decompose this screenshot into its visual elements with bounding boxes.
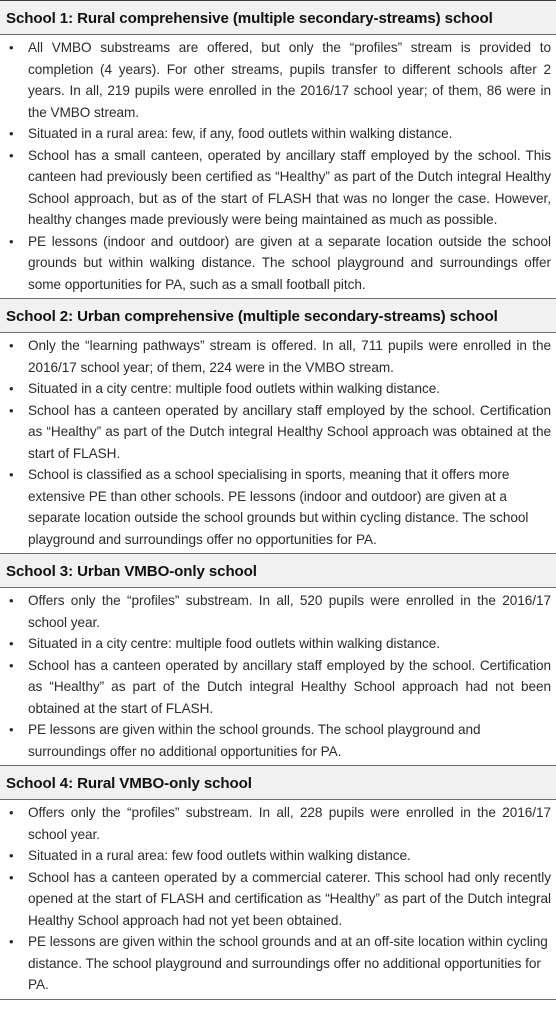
list-item xyxy=(0,802,556,845)
school-3-header-row xyxy=(0,554,556,588)
list-item xyxy=(0,867,556,932)
school-4-body-row xyxy=(0,800,556,1000)
list-item-text: School has a small canteen, operated by ancillary staff employed by the school. This canteen had previously been certified as “Healthy” as part of the Dutch integral Healthy School approach, but as of the start of FLASH that was no longer the case. However, healthy changes made previously were being maintained as much as possible. xyxy=(28,147,551,227)
list-item-text: Only the “learning pathways” stream is offered. In all, 711 pupils were enrolled in the 2016/17 school year; of them, 224 were in the VMBO stream. xyxy=(28,338,551,375)
list-item xyxy=(0,335,556,378)
list-item-text: School has a canteen operated by ancillary staff employed by the school. Certification as “Healthy” as part of the Dutch integral Healthy School approach had not been obtained at the start of FLASH. xyxy=(28,657,551,716)
list-item xyxy=(0,231,556,296)
list-item-text: All VMBO substreams are offered, but only the “profiles” stream is provided to completion (4 years). For other streams, pupils transfer to different schools after 2 years. In all, 219 pupils were enrolled in the 2016/17 school year; of them, 86 were in the VMBO stream. xyxy=(28,40,551,120)
list-item-text: PE lessons are given within the school grounds. The school playground and surroundings offer no additional opportunities for PA. xyxy=(28,722,481,759)
bullet-icon: • xyxy=(9,467,14,482)
bullet-icon: • xyxy=(9,722,14,737)
list-item-text: Situated in a rural area: few food outlets within walking distance. xyxy=(28,848,411,863)
list-item xyxy=(0,145,556,231)
bullet-icon: • xyxy=(9,233,14,249)
list-item xyxy=(0,123,556,145)
bullet-icon: • xyxy=(9,934,14,949)
bullet-icon: • xyxy=(9,636,14,651)
school-1-title: School 1: Rural comprehensive (multiple secondary-streams) school xyxy=(6,10,493,27)
bullet-icon: • xyxy=(9,869,14,885)
school-2-header-row xyxy=(0,299,556,333)
list-item-text: Situated in a city centre: multiple food outlets within walking distance. xyxy=(28,381,440,396)
list-item xyxy=(0,633,556,655)
bullet-icon: • xyxy=(9,40,14,55)
bullet-icon: • xyxy=(9,657,14,673)
bullet-icon: • xyxy=(9,126,14,141)
bullet-icon: • xyxy=(9,147,14,163)
bullet-icon: • xyxy=(9,402,14,418)
list-item-text: Situated in a city centre: multiple food outlets within walking distance. xyxy=(28,636,440,651)
list-item xyxy=(0,590,556,633)
list-item-text: School has a canteen operated by ancillary staff employed by the school. Certification as “Healthy” as part of the Dutch integral Healthy School approach was obtained at the start of FLASH. xyxy=(28,402,551,461)
bullet-icon: • xyxy=(9,805,14,820)
bullet-icon: • xyxy=(9,848,14,863)
school-3-body-row xyxy=(0,588,556,766)
list-item xyxy=(0,400,556,465)
list-item xyxy=(0,719,556,762)
list-item xyxy=(0,655,556,720)
bullet-icon: • xyxy=(9,381,14,396)
school-3-title: School 3: Urban VMBO-only school xyxy=(6,563,257,580)
school-4-title: School 4: Rural VMBO-only school xyxy=(6,775,252,792)
bullet-icon: • xyxy=(9,338,14,353)
school-1-body-row xyxy=(0,35,556,299)
list-item-text: PE lessons are given within the school grounds and at an off-site location within cycling distance. The school playground and surroundings offer no additional opportunities for PA. xyxy=(28,934,548,992)
list-item xyxy=(0,378,556,400)
list-item-text: Offers only the “profiles” substream. In all, 520 pupils were enrolled in the 2016/17 school year. xyxy=(28,593,551,630)
school-2-title: School 2: Urban comprehensive (multiple secondary-streams) school xyxy=(6,308,498,325)
school-4-header-row xyxy=(0,766,556,800)
list-item xyxy=(0,464,556,550)
list-item-text: PE lessons (indoor and outdoor) are given at a separate location outside the school grounds but within walking distance. The school playground and surroundings offer some opportunities for PA, such as a small football pitch. xyxy=(28,233,551,292)
school-2-body-row xyxy=(0,333,556,554)
list-item-text: School has a canteen operated by a commercial caterer. This school had only recently opened at the start of FLASH and certification as “Healthy” as part of the Dutch integral Healthy School approach had not yet been obtained. xyxy=(28,869,551,928)
list-item xyxy=(0,37,556,123)
bullet-icon: • xyxy=(9,593,14,608)
list-item xyxy=(0,845,556,867)
list-item xyxy=(0,931,556,996)
school-1-header-row xyxy=(0,1,556,35)
list-item-text: Situated in a rural area: few, if any, food outlets within walking distance. xyxy=(28,126,453,141)
list-item-text: School is classified as a school specialising in sports, meaning that it offers more extensive PE than other schools. PE lessons (indoor and outdoor) are given at a separate location outside the school grounds but within cycling distance. The school playground and surroundings offer no opportunities for PA. xyxy=(28,467,529,547)
list-item-text: Offers only the “profiles” substream. In all, 228 pupils were enrolled in the 2016/17 school year. xyxy=(28,805,551,842)
